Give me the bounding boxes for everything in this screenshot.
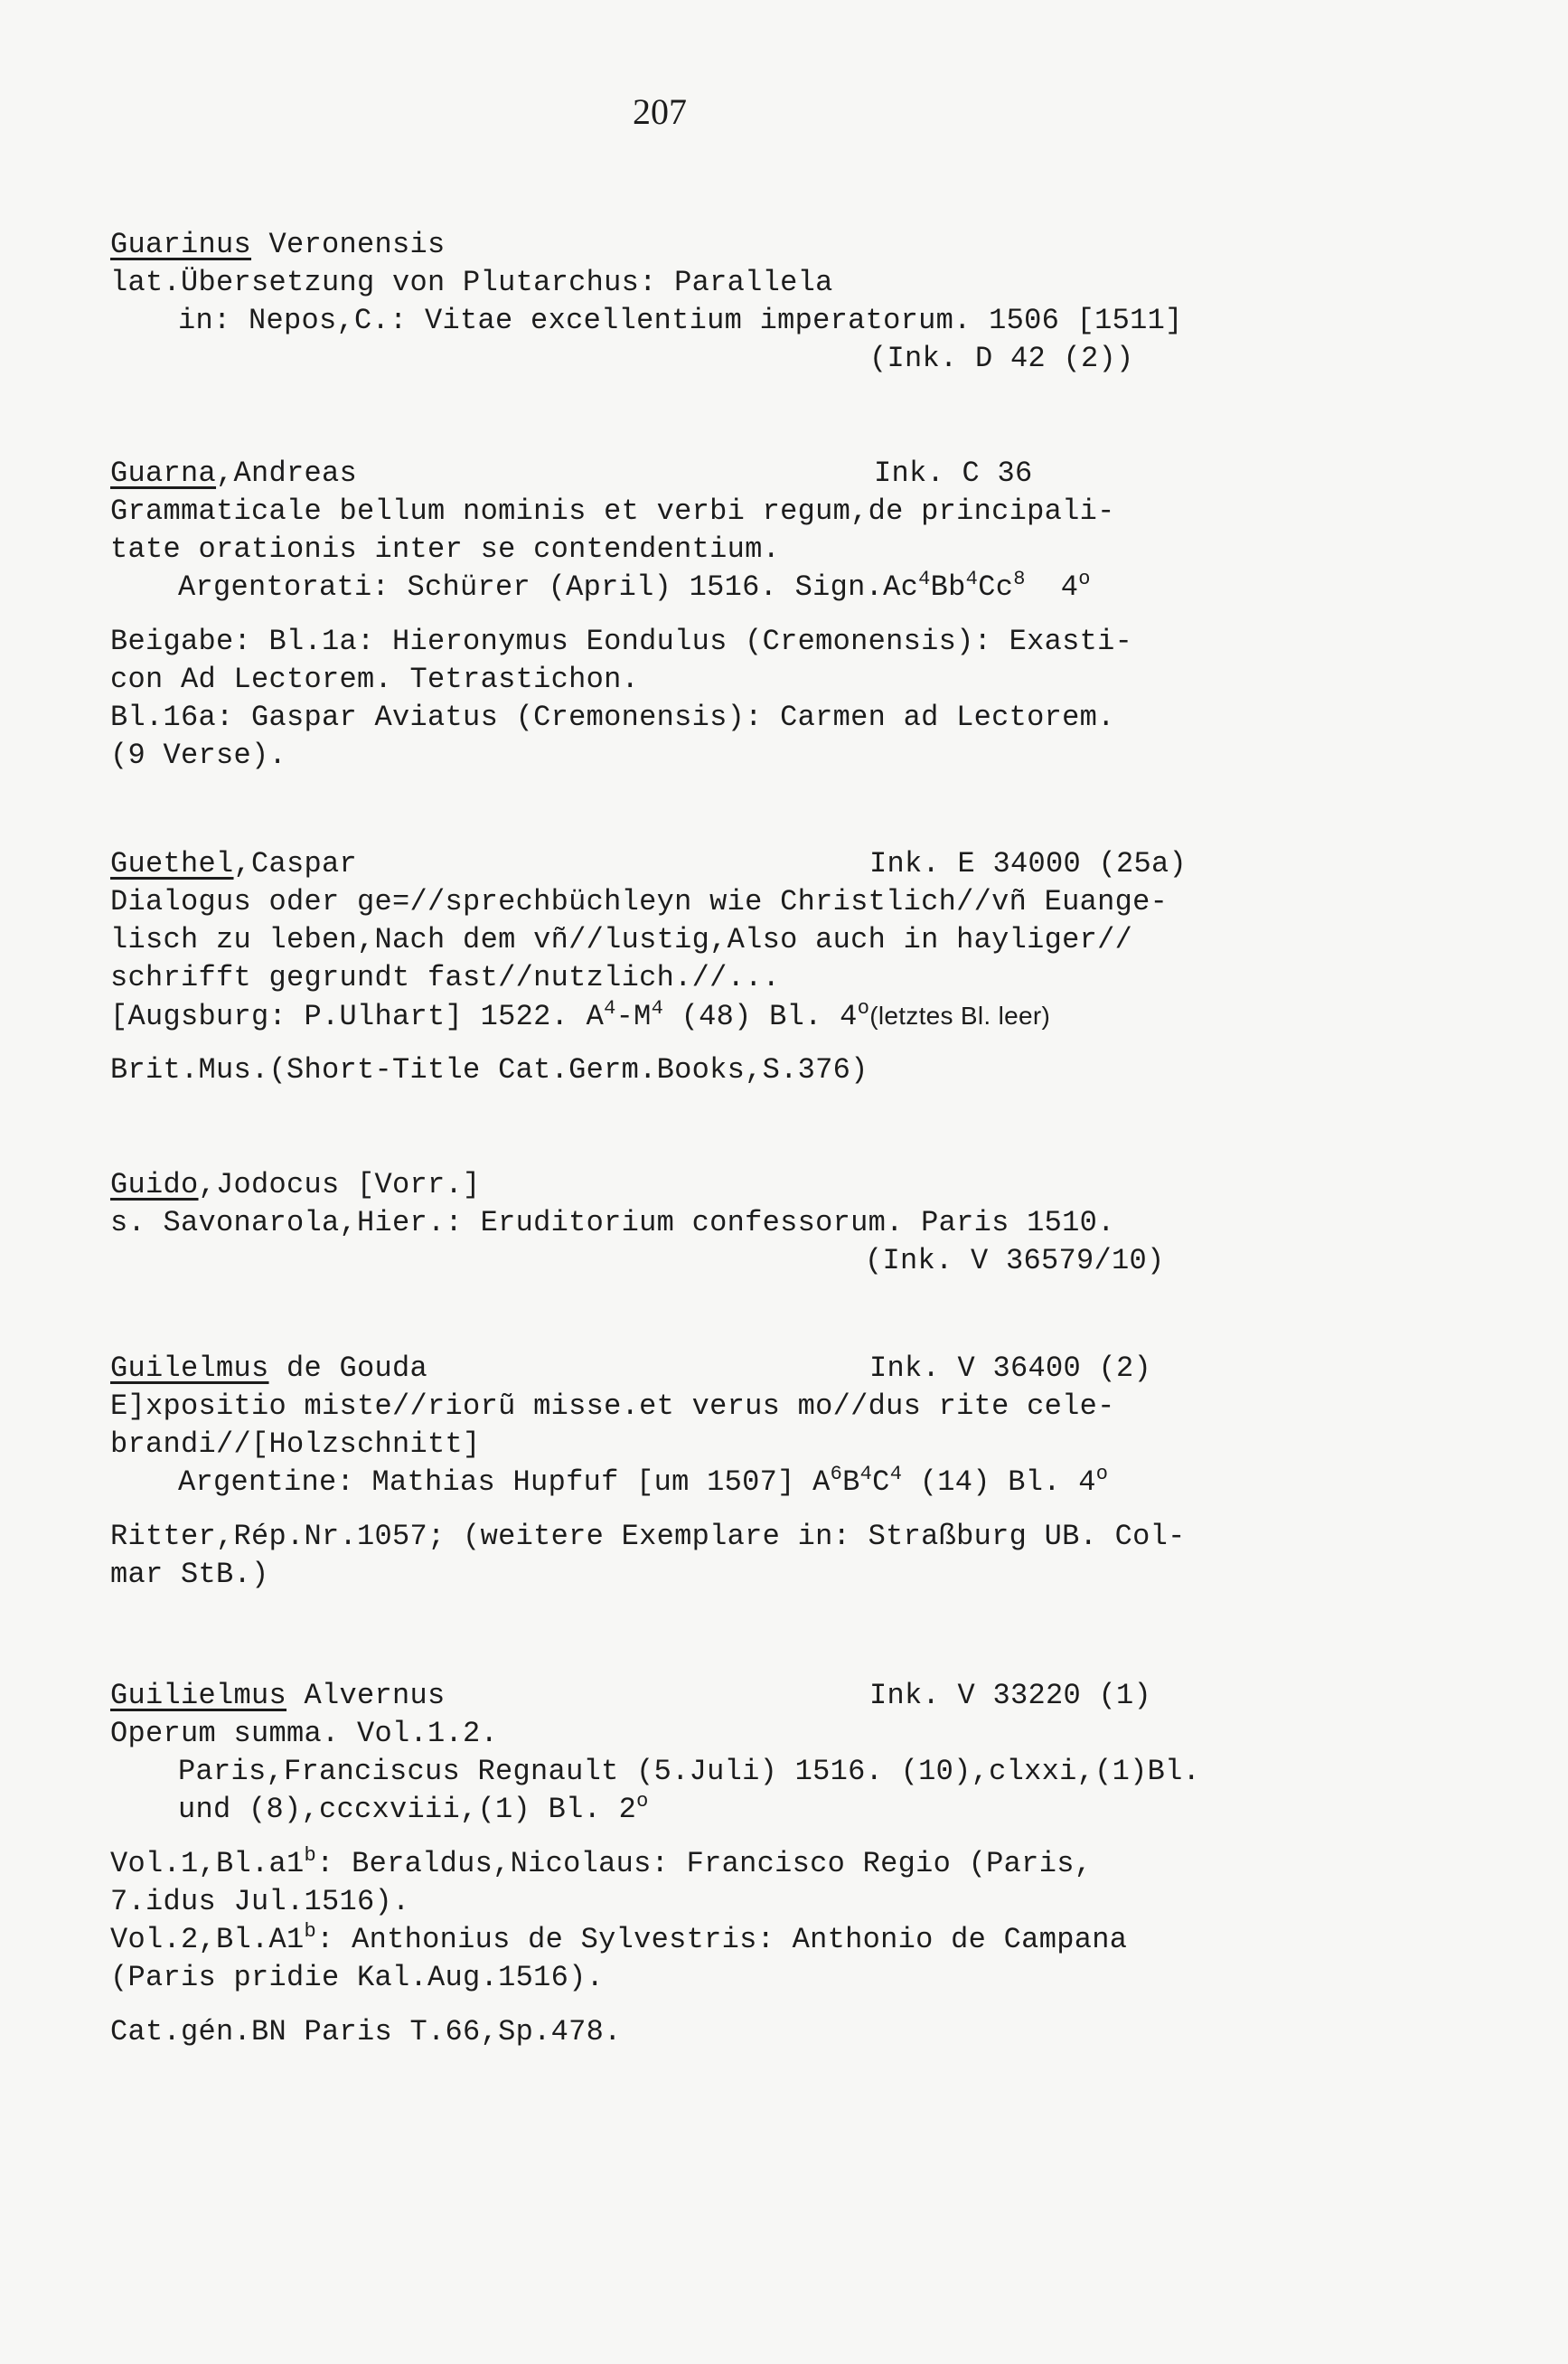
- entry-line: tate orationis inter se contendentium.: [110, 532, 781, 566]
- heading-rest: Alvernus: [286, 1679, 446, 1712]
- coll-part: B: [842, 1465, 860, 1499]
- vol-ref: Vol.1,Bl.a1: [110, 1847, 305, 1880]
- entry-guarna: [110, 455, 1321, 775]
- sig-part: Ac: [883, 570, 919, 604]
- entry-line: Operum summa. Vol.1.2.: [110, 1717, 499, 1750]
- coll-part: C: [872, 1465, 890, 1499]
- heading-name: Guethel: [110, 847, 234, 881]
- entry-line: Paris,Franciscus Regnault (5.Juli) 1516. (10),clxxi,(1)Bl.: [178, 1755, 1201, 1788]
- entry-line: schrifft gegrundt fast//nutzlich.//...: [110, 961, 781, 994]
- page-number: 207: [633, 91, 687, 132]
- entry-heading: [110, 845, 1321, 883]
- coll-exp: 4: [859, 1463, 873, 1485]
- entry-guilielmus: [110, 1677, 1321, 2051]
- entry-line: [110, 997, 1321, 1035]
- imprint: Argentine: Mathias Hupfuf [um 1507] A: [178, 1465, 831, 1499]
- vol-ref: Vol.2,Bl.A1: [110, 1923, 305, 1956]
- leaf-exp: b: [304, 1920, 317, 1943]
- entry-line: Dialogus oder ge=//sprechbüchleyn wie Christlich//vñ Euange-: [110, 885, 1169, 918]
- heading-name: Guilelmus: [110, 1352, 269, 1385]
- collation: und (8),cccxviii,(1) Bl. 2: [178, 1793, 637, 1826]
- coll-exp: 4: [889, 1463, 903, 1485]
- entry-line: lisch zu leben,Nach dem vñ//lustig,Also auch in hayliger//: [110, 923, 1133, 956]
- entry-guethel: [110, 845, 1321, 1089]
- entry-line: (Paris pridie Kal.Aug.1516).: [110, 1961, 605, 1994]
- entry-line: Cat.gén.BN Paris T.66,Sp.478.: [110, 2015, 622, 2048]
- shelfmark: (Ink. V 36579/10): [865, 1244, 1165, 1277]
- entry-line: mar StB.): [110, 1558, 269, 1591]
- entry-line: Bl.16a: Gaspar Aviatus (Cremonensis): Carmen ad Lectorem.: [110, 701, 1115, 734]
- heading-rest: de Gouda: [268, 1352, 428, 1385]
- sig-exp: 4: [918, 568, 931, 590]
- entry-heading: [110, 1166, 1321, 1204]
- heading-name: Guido: [110, 1168, 199, 1201]
- coll-note: (letztes Bl. leer): [869, 1002, 1051, 1030]
- vol-text: : Anthonius de Sylvestris: Anthonio de Campana: [316, 1923, 1128, 1956]
- sig-exp: 8: [1013, 568, 1026, 590]
- heading-name: Guarna: [110, 457, 217, 490]
- entry-guido: [110, 1166, 1321, 1280]
- sig-part: Cc: [978, 570, 1014, 604]
- coll-part: -M: [615, 1000, 652, 1033]
- sig-exp: 4: [965, 568, 979, 590]
- entry-line: s. Savonarola,Hier.: Eruditorium confessorum. Paris 1510.: [110, 1206, 1115, 1239]
- heading-rest: ,Caspar: [233, 847, 358, 881]
- entry-line: [110, 569, 1321, 607]
- heading-rest: Veronensis: [251, 228, 446, 261]
- entry-line: con Ad Lectorem. Tetrastichon.: [110, 663, 640, 696]
- entry-line: (9 Verse).: [110, 739, 287, 772]
- entry-line: Beigabe: Bl.1a: Hieronymus Eondulus (Cremonensis): Exasti-: [110, 625, 1133, 658]
- shelfmark: Ink. V 36400 (2): [869, 1352, 1152, 1385]
- coll-rest: (14) Bl. 4: [902, 1465, 1096, 1499]
- entry-line: [110, 1921, 1321, 1959]
- entry-line: [110, 1464, 1321, 1502]
- entry-line: [110, 1242, 1321, 1280]
- sig-space: [1026, 570, 1061, 604]
- entry-heading: [110, 455, 1321, 493]
- shelfmark: Ink. E 34000 (25a): [869, 847, 1188, 881]
- shelfmark: (Ink. D 42 (2)): [869, 342, 1134, 375]
- entry-heading: [110, 1350, 1321, 1388]
- entry-line: [110, 1791, 1321, 1829]
- format: 4: [1060, 570, 1079, 604]
- coll-exp: 4: [651, 997, 664, 1020]
- heading-name: Guilielmus: [110, 1679, 287, 1712]
- entry-line: lat.Übersetzung von Plutarchus: Parallela: [110, 266, 833, 299]
- entry-line: Ritter,Rép.Nr.1057; (weitere Exemplare in: Straßburg UB. Col-: [110, 1520, 1186, 1553]
- heading-name: Guarinus: [110, 228, 252, 261]
- leaf-exp: b: [304, 1844, 317, 1867]
- format-exp: o: [1095, 1463, 1109, 1485]
- shelfmark: Ink. C 36: [874, 457, 1033, 490]
- entry-line: [110, 340, 1321, 378]
- heading-rest: ,Andreas: [216, 457, 358, 490]
- entry-line: brandi//[Holzschnitt]: [110, 1427, 481, 1461]
- format-exp: o: [636, 1790, 649, 1813]
- entry-heading: [110, 226, 1321, 264]
- entry-heading: [110, 1677, 1321, 1715]
- entry-line: 7.idus Jul.1516).: [110, 1885, 410, 1918]
- entry-line: in: Nepos,C.: Vitae excellentium imperatorum. 1506 [1511]: [178, 304, 1183, 337]
- coll-exp: 4: [604, 997, 616, 1020]
- entry-line: [110, 1845, 1321, 1883]
- imprint: Argentorati: Schürer (April) 1516. Sign.: [178, 570, 884, 604]
- coll-exp: 6: [830, 1463, 843, 1485]
- coll-rest: (48) Bl. 4: [663, 1000, 858, 1033]
- format-exp: o: [857, 997, 870, 1020]
- shelfmark: Ink. V 33220 (1): [869, 1679, 1152, 1712]
- heading-rest: ,Jodocus [Vorr.]: [198, 1168, 481, 1201]
- entry-line: Brit.Mus.(Short-Title Cat.Germ.Books,S.376): [110, 1053, 869, 1087]
- entry-guarinus: [110, 226, 1321, 378]
- format-exp: o: [1078, 568, 1091, 590]
- entry-guilelmus: [110, 1350, 1321, 1594]
- entry-line: E]xpositio miste//riorũ misse.et verus mo//dus rite cele-: [110, 1389, 1115, 1423]
- sig-part: Bb: [930, 570, 966, 604]
- vol-text: : Beraldus,Nicolaus: Francisco Regio (Paris,: [316, 1847, 1093, 1880]
- imprint: [Augsburg: P.Ulhart] 1522. A: [110, 1000, 605, 1033]
- entry-line: Grammaticale bellum nominis et verbi regum,de principali-: [110, 494, 1115, 528]
